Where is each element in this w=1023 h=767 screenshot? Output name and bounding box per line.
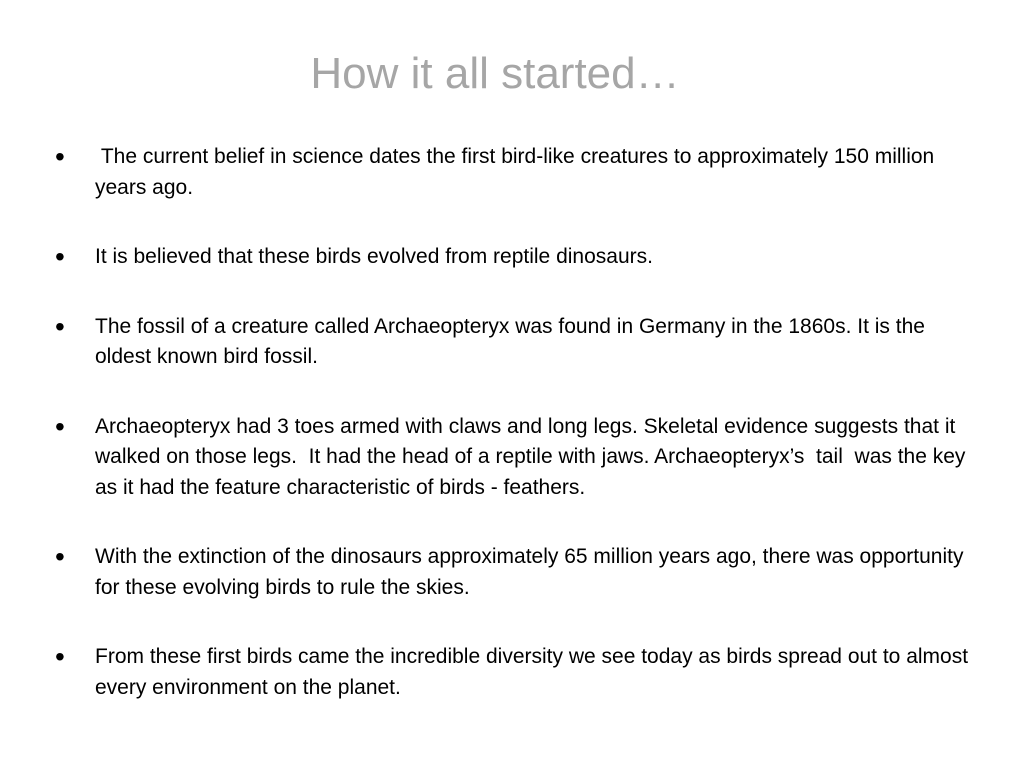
bullet-text: The current belief in science dates the first bird-like creatures to approximately 150 million years ago. [95, 145, 941, 199]
bullet-text: With the extinction of the dinosaurs approximately 65 million years ago, there was opportunity for these evolving birds to rule the skies. [95, 545, 964, 599]
bullet-text: From these first birds came the incredible diversity we see today as birds spread out to almost every environment on the planet. [95, 645, 969, 699]
bullet-list [55, 142, 985, 742]
bullet-icon: • [55, 310, 65, 342]
bullet-item [55, 142, 985, 203]
bullet-icon: • [55, 241, 65, 272]
bullet-text: The fossil of a creature called Archaeopteryx was found in Germany in the 1860s. It is the oldest known bird fossil. [95, 314, 925, 368]
bullet-item [55, 312, 985, 373]
slide-title: How it all started… [310, 49, 680, 98]
bullet-text: It is believed that these birds evolved from reptile dinosaurs. [95, 245, 653, 268]
bullet-text: Archaeopteryx had 3 toes armed with claws and long legs. Skeletal evidence suggests that it walked on those legs. It had the head of a reptile with jaws. Archaeopteryx’s tail was the key as it had the feature characteristic of birds - feathers. [95, 414, 972, 499]
bullet-icon: • [55, 410, 65, 442]
bullet-item [55, 412, 985, 504]
bullet-item [55, 642, 985, 703]
bullet-icon: • [55, 641, 65, 672]
bullet-item [55, 542, 985, 603]
bullet-icon: • [55, 141, 65, 172]
bullet-item [55, 242, 985, 273]
bullet-icon: • [55, 541, 65, 572]
